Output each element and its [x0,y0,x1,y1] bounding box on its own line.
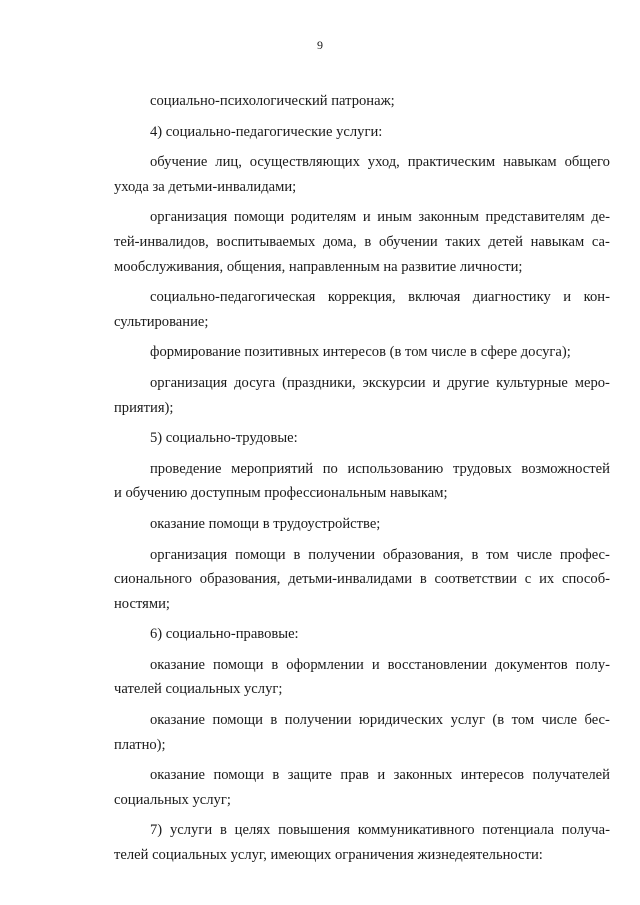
text-line: 6) социально-правовые: [150,626,299,643]
paragraph [114,622,610,647]
paragraph [114,120,610,145]
text-line: тей-инвалидов, воспитываемых дома, в обучении таких детей навыкам са- [114,233,610,250]
text-line: оказание помощи в оформлении и восстановлении документов полу- [150,656,610,673]
paragraph [114,763,610,812]
paragraph [114,340,610,365]
paragraph [114,653,610,702]
paragraph [114,150,610,199]
text-line: оказание помощи в получении юридических услуг (в том числе бес- [150,712,610,729]
text-line: и обучению доступным профессиональным навыкам; [114,485,448,502]
text-line: организация досуга (праздники, экскурсии и другие культурные меро- [150,374,610,391]
paragraph [114,708,610,757]
text-line: 7) услуги в целях повышения коммуникативного потенциала получа- [150,822,610,839]
text-line: платно); [114,736,166,753]
text-line: обучение лиц, осуществляющих уход, практическим навыкам общего [150,154,610,171]
paragraph [114,205,610,279]
paragraph [114,371,610,420]
text-line: телей социальных услуг, имеющих ограничения жизнедеятельности: [114,847,543,864]
paragraph [114,457,610,506]
text-line: социальных услуг; [114,791,231,808]
text-line: ухода за детьми-инвалидами; [114,178,297,195]
page-number: 9 [317,38,323,52]
text-line: мообслуживания, общения, направленным на развитие личности; [114,258,523,275]
text-line: организация помощи в получении образования, в том числе профес- [150,546,610,563]
paragraph [114,285,610,334]
text-line: 5) социально-трудовые: [150,430,298,447]
text-line: организация помощи родителям и иным законным представителям де- [150,209,610,226]
document-body [114,89,610,868]
paragraph [114,426,610,451]
text-line: сионального образования, детьми-инвалидами в соответствии с их способ- [114,571,610,588]
text-line: проведение мероприятий по использованию трудовых возможностей [150,460,610,477]
text-line: оказание помощи в трудоустройстве; [150,515,381,532]
text-line: ностями; [114,595,170,612]
text-line: оказание помощи в защите прав и законных интересов получателей [150,767,610,784]
paragraph [114,512,610,537]
text-line: чателей социальных услуг; [114,681,283,698]
paragraph [114,543,610,617]
text-line: приятия); [114,399,174,416]
paragraph [114,89,610,114]
text-line: социально-педагогическая коррекция, включая диагностику и кон- [150,289,610,306]
text-line: формирование позитивных интересов (в том числе в сфере досуга); [150,344,571,361]
text-line: сультирование; [114,313,209,330]
text-line: 4) социально-педагогические услуги: [150,123,383,140]
text-line: социально-психологический патронаж; [150,93,395,109]
paragraph [114,818,610,867]
